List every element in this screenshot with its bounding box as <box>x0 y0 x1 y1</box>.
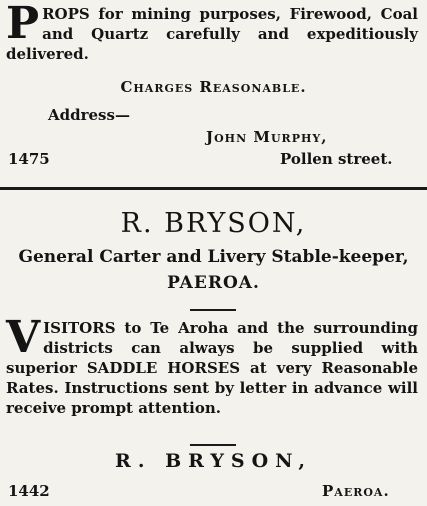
murphy-body-paragraph <box>6 0 418 66</box>
murphy-drop-cap: P <box>6 0 40 49</box>
bryson-signature-town: Paeroa. <box>322 482 390 500</box>
bryson-occupation: General Carter and Livery Stable-keeper, <box>18 247 409 267</box>
column-divider-rule <box>0 187 427 190</box>
bryson-signature: R. BRYSON, <box>115 450 312 472</box>
bryson-heading-rule <box>190 309 236 311</box>
bryson-body-text: ISITORS to Te Aroha and the surrounding districts can always be supplied with superior SADDLE HORSES at very Reasonable Rates. Instructions sent by letter in advance will receive prompt attention. <box>6 319 418 417</box>
murphy-street: Pollen street. <box>280 150 393 168</box>
bryson-signature-rule <box>190 444 236 446</box>
murphy-ad-number: 1475 <box>8 150 50 168</box>
bryson-drop-cap: V <box>6 312 41 363</box>
bryson-body-paragraph <box>6 312 418 442</box>
murphy-advertisement <box>0 0 427 182</box>
murphy-charges-line: Charges Reasonable. <box>120 78 307 96</box>
bryson-town: PAEROA. <box>167 273 260 293</box>
murphy-name: John Murphy, <box>206 128 328 146</box>
bryson-advertisement <box>0 192 427 506</box>
bryson-heading: R. BRYSON, <box>120 208 307 239</box>
murphy-address-label: Address— <box>48 106 130 124</box>
murphy-body-text: ROPS for mining purposes, Firewood, Coal and Quartz carefully and expeditiously delivered. <box>6 5 418 63</box>
bryson-ad-number: 1442 <box>8 482 50 500</box>
